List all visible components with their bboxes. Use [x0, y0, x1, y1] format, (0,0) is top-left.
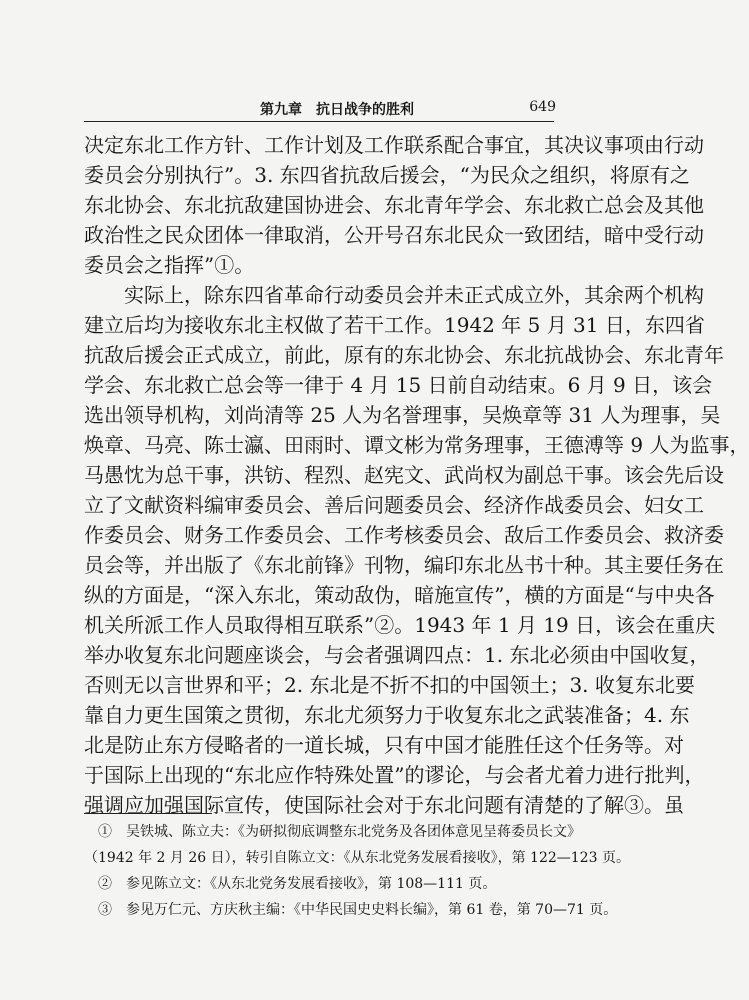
running-header — [84, 99, 554, 122]
footnote-divider — [84, 813, 212, 814]
body-line: 东北协会、东北抗敌建国协进会、东北青年学会、东北救亡总会及其他 — [84, 193, 704, 217]
body-line: 举办收复东北问题座谈会，与会者强调四点：1. 东北必须由中国收复， — [84, 643, 710, 667]
body-line: 靠自力更生国策之贯彻，东北尤须努力于收复东北之武装准备；4. 东 — [84, 703, 690, 727]
body-line: 委员会之指挥”①。 — [84, 253, 255, 277]
body-line: 强调应加强国际宣传，使国际社会对于东北问题有清楚的了解③。虽 — [84, 793, 684, 817]
body-line: 于国际上出现的“东北应作特殊处置”的谬论，与会者尤着力进行批判， — [84, 763, 705, 787]
footnote-line: ① 吴铁城、陈立夫：《为研拟彻底调整东北党务及各团体意见呈蒋委员长文》 — [84, 824, 581, 840]
body-line: 北是防止东方侵略者的一道长城，只有中国才能胜任这个任务等。对 — [84, 733, 684, 757]
body-line: 政治性之民众团体一律取消，公开号召东北民众一致团结，暗中受行动 — [84, 223, 704, 247]
body-line: 机关所派工作人员取得相互联系”②。1943 年 1 月 19 日，该会在重庆 — [84, 613, 716, 637]
body-line: 马愚忱为总干事，洪钫、程烈、赵宪文、武尚权为副总干事。该会先后设 — [84, 463, 724, 487]
page-number: 649 — [529, 99, 556, 115]
footnote-line: ③ 参见万仁元、方庆秋主编：《中华民国史史料长编》，第 61 卷，第 70—71 页。 — [84, 902, 618, 918]
body-line: 作委员会、财务工作委员会、工作考核委员会、敌后工作委员会、救济委 — [84, 523, 724, 547]
body-line: 决定东北工作方针、工作计划及工作联系配合事宜，其决议事项由行动 — [84, 133, 704, 157]
body-line: 焕章、马亮、陈士瀛、田雨时、谭文彬为常务理事，王德溥等 9 人为监事， — [84, 433, 749, 457]
body-line: 员会等，并出版了《东北前锋》刊物，编印东北丛书十种。其主要任务在 — [84, 553, 724, 577]
body-line: 抗敌后援会正式成立，前此，原有的东北协会、东北抗战协会、东北青年 — [84, 343, 724, 367]
body-line: 否则无以言世界和平；2. 东北是不折不扣的中国领土；3. 收复东北要 — [84, 673, 695, 697]
body-line: 选出领导机构，刘尚清等 25 人为名誉理事，吴焕章等 31 人为理事，吴 — [84, 403, 721, 427]
body-line: 纵的方面是，“深入东北，策动敌伪，暗施宣传”，横的方面是“与中央各 — [84, 583, 715, 607]
body-line: 实际上，除东四省革命行动委员会并未正式成立外，其余两个机构 — [84, 283, 704, 307]
chapter-title: 第九章 抗日战争的胜利 — [260, 102, 414, 118]
body-line: 学会、东北救亡总会等一律于 4 月 15 日前自动结束。6 月 9 日，该会 — [84, 373, 713, 397]
body-line: 委员会分别执行”。3. 东四省抗敌后援会，“为民众之组织，将原有之 — [84, 163, 690, 187]
body-line: 立了文献资料编审委员会、善后问题委员会、经济作战委员会、妇女工 — [84, 493, 704, 517]
body-line: 建立后均为接收东北主权做了若干工作。1942 年 5 月 31 日，东四省 — [84, 313, 705, 337]
footnote-line: ② 参见陈立文：《从东北党务发展看接收》，第 108—111 页。 — [84, 876, 497, 892]
footnote-line: （1942 年 2 月 26 日），转引自陈立文：《从东北党务发展看接收》，第 122—123 页。 — [84, 850, 630, 866]
